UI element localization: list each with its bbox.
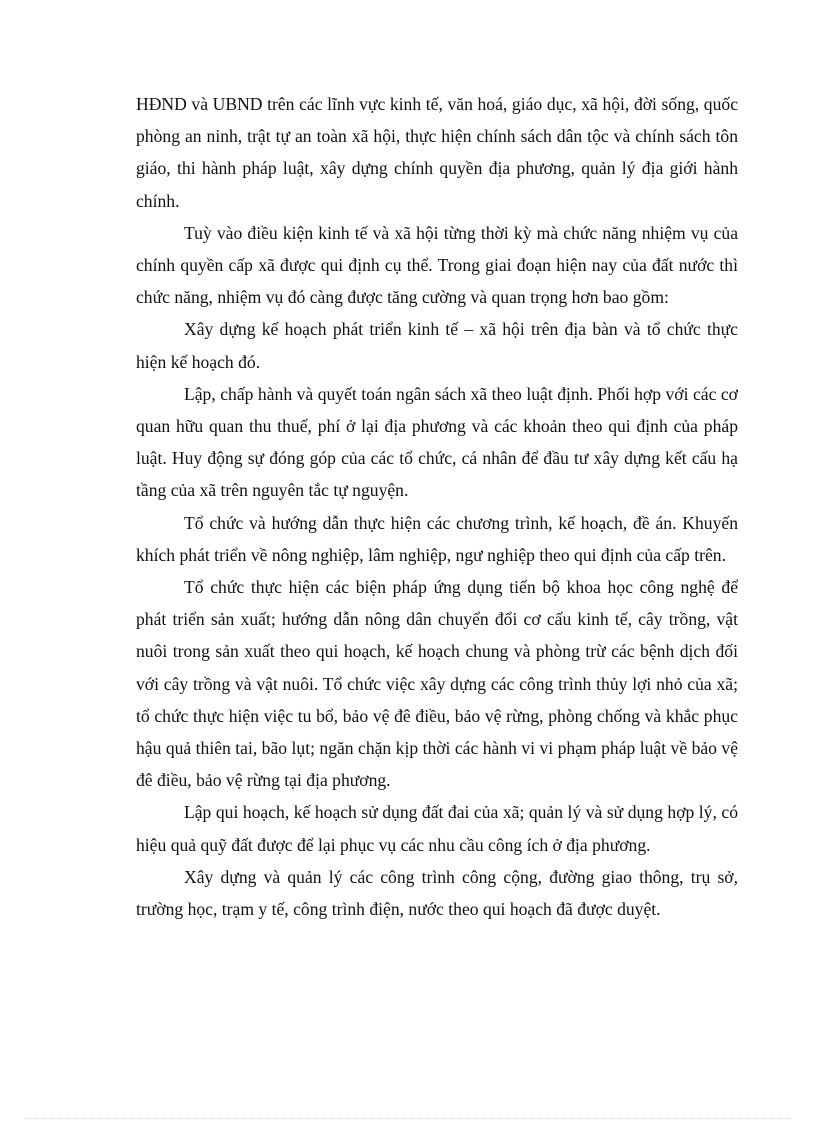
paragraph-6: Tổ chức thực hiện các biện pháp ứng dụng tiến bộ khoa học công nghệ để phát triển sản xuất; hướng dẫn nông dân chuyển đổi cơ cấu kinh tế, cây trồng, vật nuôi trong sản xuất theo qui hoạch, kế hoạch chung và phòng trừ các bệnh dịch đối với cây trồng và vật nuôi. Tổ chức việc xây dựng các công trình thủy lợi nhỏ của xã; tổ chức thực hiện việc tu bổ, bảo vệ đê điều, bảo vệ rừng, phòng chống và khắc phục hậu quả thiên tai, bão lụt; ngăn chặn kịp thời các hành vi vi phạm pháp luật về bảo vệ đê điều, bảo vệ rừng tại địa phương. [136, 577, 738, 791]
paragraph-8: Xây dựng và quản lý các công trình công cộng, đường giao thông, trụ sở, trường học, trạm y tế, công trình điện, nước theo qui hoạch đã được duyệt. [136, 866, 738, 920]
paragraph-4: Lập, chấp hành và quyết toán ngân sách xã theo luật định. Phối hợp với các cơ quan hữu quan thu thuế, phí ở lại địa phương và các khoản theo qui định của pháp luật. Huy động sự đóng góp của các tổ chức, cá nhân để đầu tư xây dựng kết cấu hạ tầng của xã trên nguyên tắc tự nguyện. [136, 383, 738, 501]
document-body [136, 88, 738, 925]
page-bottom-edge [24, 1118, 792, 1119]
paragraph-3: Xây dựng kế hoạch phát triển kinh tế – xã hội trên địa bàn và tổ chức thực hiện kế hoạch đó. [136, 319, 738, 372]
paragraph-2: Tuỳ vào điều kiện kinh tế và xã hội từng thời kỳ mà chức năng nhiệm vụ của chính quyền cấp xã được qui định cụ thể. Trong giai đoạn hiện nay của đất nước thì chức năng, nhiệm vụ đó càng được tăng cường và quan trọng hơn bao gồm: [136, 222, 738, 308]
paragraph-1: HĐND và UBND trên các lĩnh vực kinh tế, văn hoá, giáo dục, xã hội, đời sống, quốc phòng an ninh, trật tự an toàn xã hội, thực hiện chính sách dân tộc và chính sách tôn giáo, thi hành pháp luật, xây dựng chính quyền địa phương, quản lý địa giới hành chính. [136, 94, 738, 211]
paragraph-7: Lập qui hoạch, kế hoạch sử dụng đất đai của xã; quản lý và sử dụng hợp lý, có hiệu quả quỹ đất được để lại phục vụ các nhu cầu công ích ở địa phương. [136, 802, 738, 855]
paragraph-5: Tổ chức và hướng dẫn thực hiện các chương trình, kế hoạch, đề án. Khuyến khích phát triển về nông nghiệp, lâm nghiệp, ngư nghiệp theo qui định của cấp trên. [136, 512, 738, 565]
